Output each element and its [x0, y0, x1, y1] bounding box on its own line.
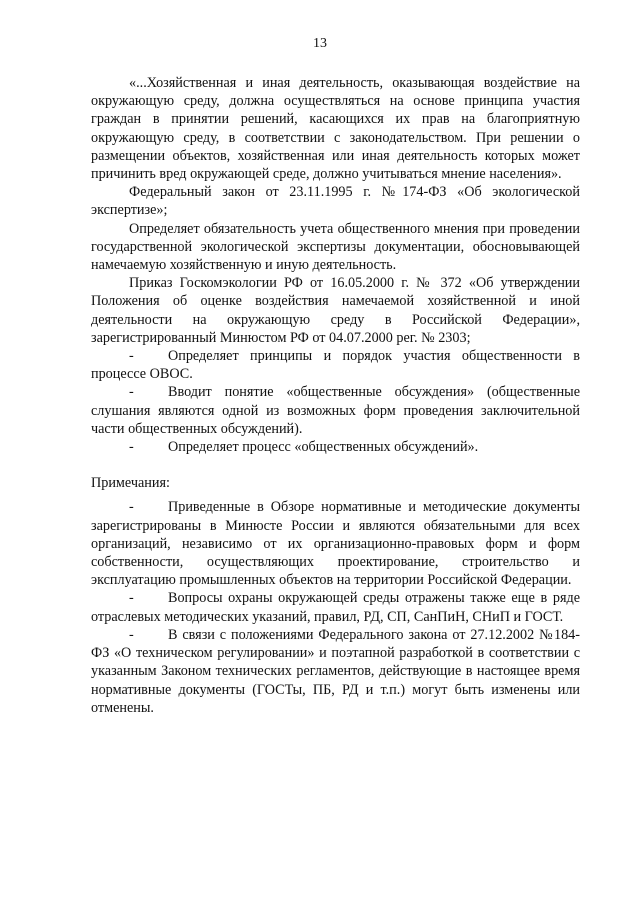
- note-item: [91, 626, 580, 717]
- list-item-text: Определяет принципы и порядок участия общественности в процессе ОВОС.: [91, 348, 580, 383]
- page-number: 13: [313, 36, 327, 51]
- list-bullet: -: [129, 384, 134, 401]
- order-list-item: [91, 347, 580, 383]
- quote-paragraph: «...Хозяйственная и иная деятельность, оказывающая воздействие на окружающую среду, должна осуществляться на основе принципа участия граждан в принятии решений, касающихся их прав на благоприятную окружающую среду, в соответствии с законодательством. При решении о размещении объектов, хозяйственная или иная деятельность которых может причинить вред окружающей среде, должно учитываться мнение населения».: [91, 75, 580, 183]
- list-bullet: -: [129, 439, 134, 456]
- notes-heading: Примечания:: [91, 475, 170, 492]
- order-list-item: [91, 383, 580, 438]
- list-item-text: Определяет процесс «общественных обсуждений».: [168, 439, 479, 456]
- list-bullet: -: [129, 626, 134, 643]
- list-item-text: Вводит понятие «общественные обсуждения» (общественные слушания являются одной из возможных форм проведения заключительной части общественных обсуждений).: [91, 384, 580, 437]
- note-item: [91, 589, 580, 625]
- note-text: Вопросы охраны окружающей среды отражены также еще в ряде отраслевых методических указаний, правил, РД, СП, СанПиН, СНиП и ГОСТ.: [91, 590, 580, 625]
- body-paragraph: Определяет обязательность учета общественного мнения при проведении государственной экологической экспертизы документации, обосновывающей намечаемую хозяйственную и иную деятельность.: [91, 220, 580, 274]
- list-bullet: -: [129, 499, 134, 516]
- order-list-item: [91, 438, 580, 456]
- list-bullet: -: [129, 348, 134, 365]
- law-reference-ecological-expertise: Федеральный закон от 23.11.1995 г. №174-ФЗ «Об экологической экспертизе»;: [91, 184, 580, 219]
- list-bullet: -: [129, 590, 134, 607]
- law-reference-order-372: Приказ Госкомэкологии РФ от 16.05.2000 г. № 372 «Об утверждении Положения об оценке воздействия намечаемой хозяйственной и иной деятельности на окружающую среду в Российской Федерации», зарегистрированный Минюстом РФ от 04.07.2000 рег. № 2303;: [91, 275, 580, 346]
- note-text: В связи с положениями Федерального закона от 27.12.2002 №184-ФЗ «О техническом регулировании» и поэтапной разработкой в соответствии с указанным Законом технических регламентов, действующие в настоящее время нормативные документы (ГОСТы, ПБ, РД и т.п.) могут быть изменены или отменены.: [91, 626, 580, 716]
- note-item: [91, 498, 580, 589]
- note-text: Приведенные в Обзоре нормативные и методические документы зарегистрированы в Минюсте России и являются обязательными для всех организаций, независимо от их организационно-правовых форм и форм собственности, осуществляющих проектирование, строительство и эксплуатацию промышленных объектов на территории Российской Федерации.: [91, 499, 580, 589]
- page-body: [91, 74, 580, 717]
